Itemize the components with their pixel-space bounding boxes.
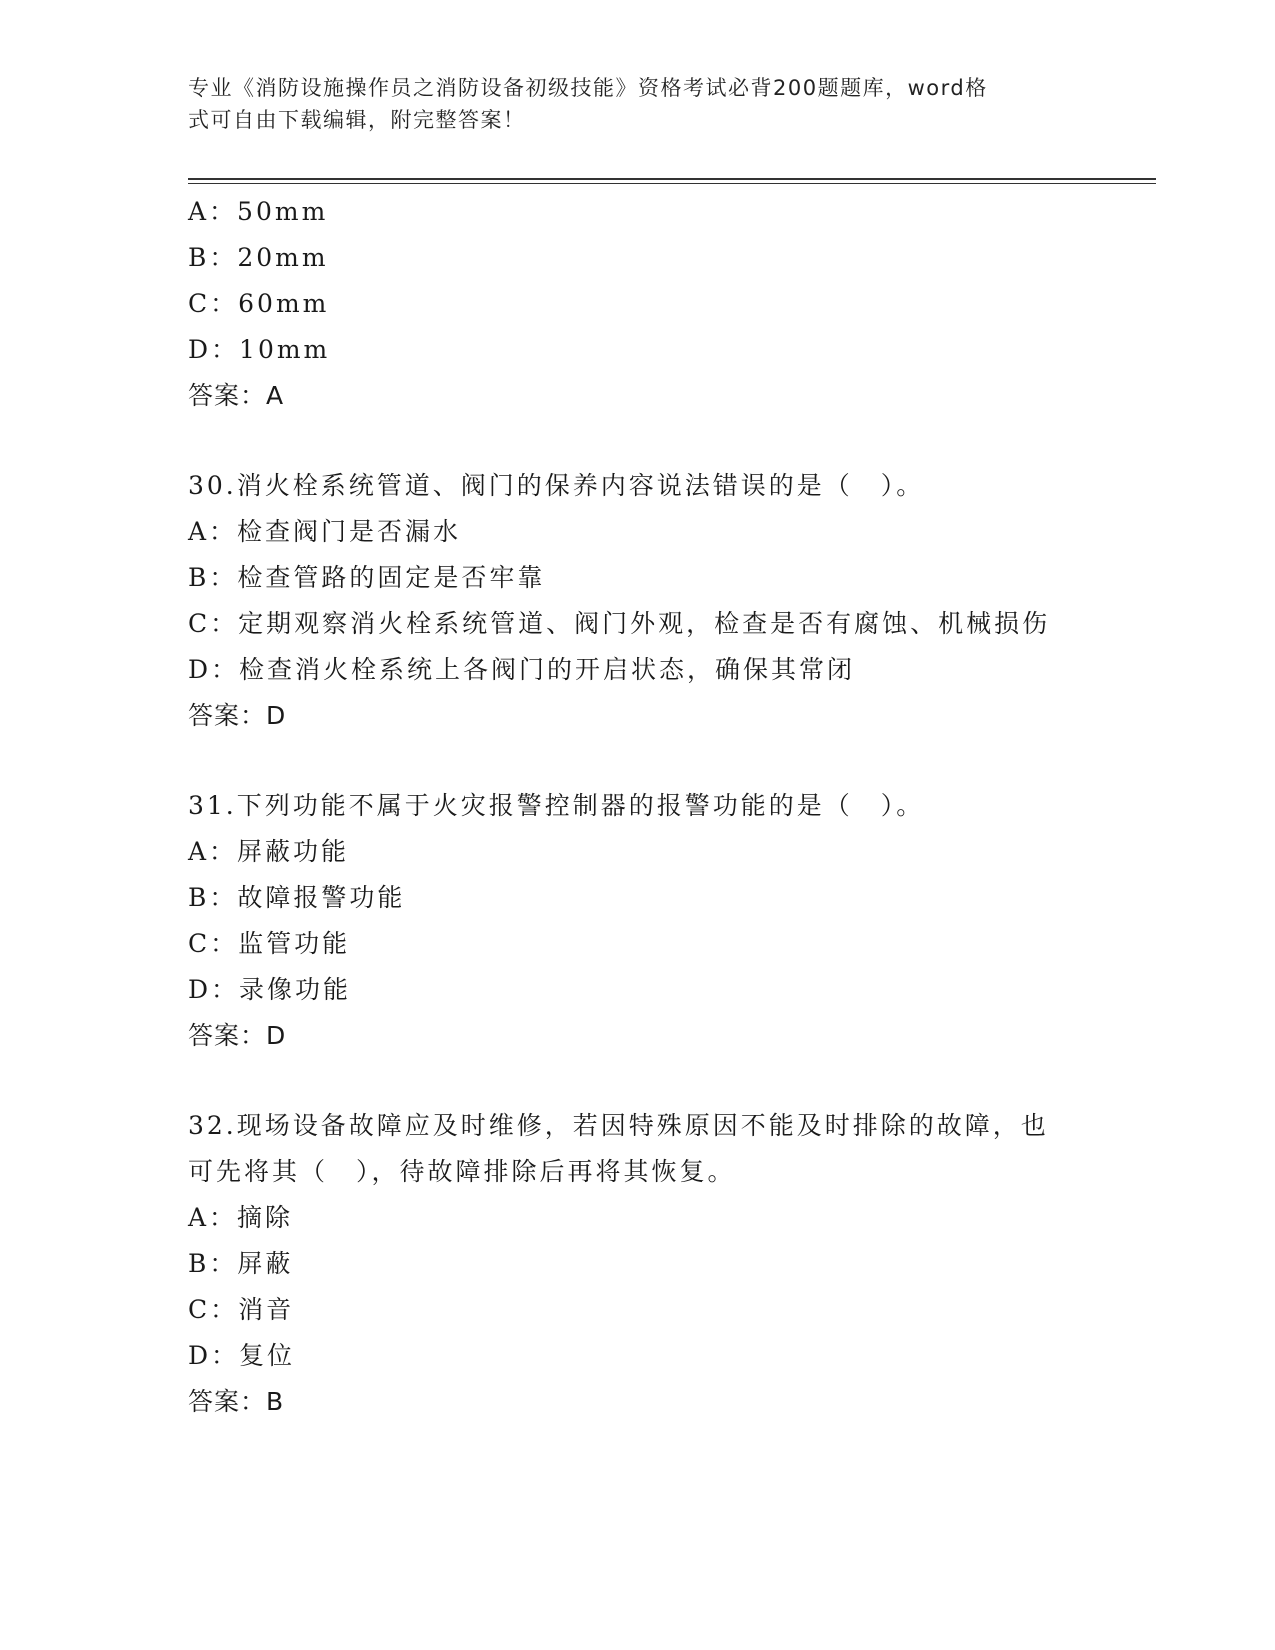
option-c: C：消音: [188, 1295, 295, 1324]
option-a: A：检查阀门是否漏水: [188, 517, 462, 546]
answer-text: 答案：D: [188, 701, 287, 730]
header-line-2: 式可自由下载编辑，附完整答案！: [188, 108, 526, 132]
question-32: [188, 1103, 1088, 1425]
option-d: D：录像功能: [188, 975, 352, 1004]
option-a: A：屏蔽功能: [188, 837, 350, 866]
header-divider: [188, 178, 1156, 184]
document-header: [188, 72, 1068, 136]
question-stem: 31.下列功能不属于火灾报警控制器的报警功能的是（ ）。: [188, 791, 925, 820]
question-stem-line-2: 可先将其（ ），待故障排除后再将其恢复。: [188, 1157, 736, 1186]
option-a: A：50mm: [188, 197, 329, 226]
option-d: D：10mm: [188, 335, 331, 364]
question-31: [188, 783, 1088, 1059]
answer-text: 答案：B: [188, 1387, 285, 1416]
question-list: [188, 189, 1088, 1469]
option-a: A：摘除: [188, 1203, 294, 1232]
question-29: [188, 189, 1088, 419]
header-line-1: 专业《消防设施操作员之消防设备初级技能》资格考试必背200题题库，word格: [188, 76, 988, 100]
answer-text: 答案：A: [188, 381, 285, 410]
option-c: C：定期观察消火栓系统管道、阀门外观，检查是否有腐蚀、机械损伤: [188, 609, 1051, 638]
option-b: B：屏蔽: [188, 1249, 294, 1278]
option-b: B：检查管路的固定是否牢靠: [188, 563, 546, 592]
question-30: [188, 463, 1088, 739]
option-d: D：复位: [188, 1341, 296, 1370]
option-c: C：监管功能: [188, 929, 351, 958]
question-stem-line-1: 32.现场设备故障应及时维修，若因特殊原因不能及时排除的故障，也: [188, 1111, 1049, 1140]
option-b: B：故障报警功能: [188, 883, 406, 912]
option-b: B：20mm: [188, 243, 329, 272]
question-stem: 30.消火栓系统管道、阀门的保养内容说法错误的是（ ）。: [188, 471, 925, 500]
answer-text: 答案：D: [188, 1021, 287, 1050]
option-c: C：60mm: [188, 289, 330, 318]
option-d: D：检查消火栓系统上各阀门的开启状态，确保其常闭: [188, 655, 856, 684]
